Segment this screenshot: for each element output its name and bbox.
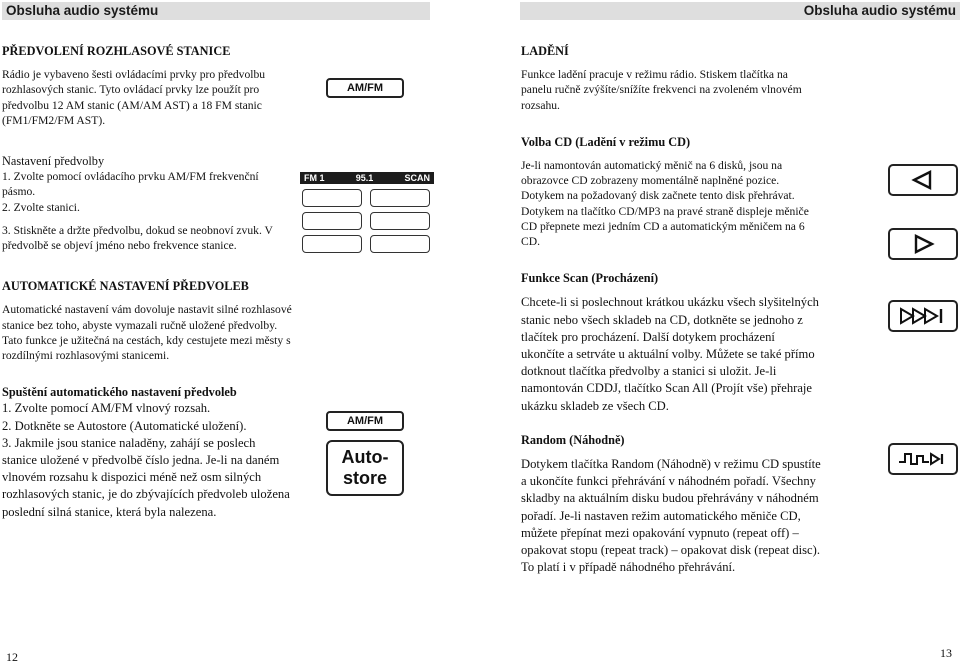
tune-up-button[interactable] bbox=[888, 228, 958, 260]
tune-left-icon bbox=[908, 169, 938, 191]
autostore-section-title: AUTOMATICKÉ NASTAVENÍ PŘEDVOLEB bbox=[2, 279, 249, 294]
amfm-button-2[interactable] bbox=[326, 411, 404, 431]
random-section-body: Dotykem tlačítka Random (Náhodně) v režimu CD spustíte a ukončíte funkci přehrávání v náhodném pořadí. Všechny skladby na aktuálním disku budou přehrávány v náhodném pořadí. Je-li nastaven režim automatického měniče CD, můžete přepínat mezi opakování vypnuto (repeat off) – opakovat stopu (repeat track) – opakovat disk (repeat disc). To platí i v případě náhodného přehrávání. bbox=[521, 457, 821, 575]
autostore-label-line1: Auto- bbox=[341, 447, 389, 467]
preset-step-2: 2. Zvolte stanici. bbox=[2, 200, 80, 214]
radio-status-strip bbox=[300, 172, 434, 184]
random-section-title: Random (Náhodně) bbox=[521, 432, 625, 447]
preset-button-2[interactable] bbox=[370, 189, 430, 207]
preset-section-title: PŘEDVOLENÍ ROZHLASOVÉ STANICE bbox=[2, 44, 231, 58]
autostore-section-body: Automatické nastavení vám dovoluje nastavit silné rozhlasové stanice bez toho, abyste vymazali ručně uložené předvolby. Tato funkce je užitečná na cestách, kdy cestujete mezi městy s rozdílnými rozhlasovými stanicemi. bbox=[2, 303, 292, 363]
scan-label: SCAN bbox=[404, 173, 430, 183]
preset-button-5[interactable] bbox=[302, 235, 362, 253]
autostore-label-line2: store bbox=[342, 468, 387, 488]
autostore-step-1: 1. Zvolte pomocí AM/FM vlnový rozsah. bbox=[2, 401, 211, 416]
tuning-section-title: LADĚNÍ bbox=[521, 44, 569, 58]
right-page-title: Obsluha audio systému bbox=[803, 3, 956, 18]
scan-section-title: Funkce Scan (Procházení) bbox=[521, 271, 659, 286]
preset-button-3[interactable] bbox=[302, 212, 362, 230]
scan-icon bbox=[895, 305, 951, 327]
preset-button-1[interactable] bbox=[302, 189, 362, 207]
random-icon bbox=[895, 448, 951, 470]
tune-down-button[interactable] bbox=[888, 164, 958, 196]
amfm-button[interactable] bbox=[326, 78, 404, 98]
band-label: FM 1 bbox=[304, 173, 325, 183]
scan-button[interactable] bbox=[888, 300, 958, 332]
cd-select-title: Volba CD (Ladění v režimu CD) bbox=[521, 134, 691, 149]
autostore-button[interactable] bbox=[326, 440, 404, 496]
preset-button-6[interactable] bbox=[370, 235, 430, 253]
left-column bbox=[2, 44, 292, 521]
tuning-section-body: Funkce ladění pracuje v režimu rádio. Stiskem tlačítka na panelu ručně zvýšíte/snížíte frekvenci na zvoleném vlnovém rozsahu. bbox=[521, 68, 802, 112]
preset-button-4[interactable] bbox=[370, 212, 430, 230]
cd-select-body: Je-li namontován automatický měnič na 6 disků, jsou na obrazovce CD zobrazeny momentálně naplněné pozice. Dotykem na požadovaný disk začnete tento disk přehrávat. Dotykem na tlačítko CD/MP3 na pravé straně displeje měniče CD přepnete mezi jedním CD a automatickým měničem na 6 CD. bbox=[521, 159, 809, 249]
preset-step-3: 3. Stiskněte a držte předvolbu, dokud se neobnoví zvuk. V předvolbě se objeví jméno nebo frekvence stanice. bbox=[2, 223, 273, 253]
preset-step-1: 1. Zvolte pomocí ovládacího prvku AM/FM frekvenční pásmo. bbox=[2, 170, 259, 199]
autostore-start-title: Spuštění automatického nastavení předvoleb bbox=[2, 385, 237, 400]
preset-setup-title: Nastavení předvolby bbox=[2, 154, 105, 169]
left-page-title: Obsluha audio systému bbox=[6, 3, 159, 18]
autostore-step-2: 2. Dotkněte se Autostore (Automatické uložení). bbox=[2, 418, 247, 433]
scan-section-body: Chcete-li si poslechnout krátkou ukázku všech slyšitelných stanic nebo všech skladeb na CD, dotkněte se jednoho z tlačítek pro procházení. Další dotykem procházení ukončíte a setrváte u aktuální volby. Můžete se také přímo dotknout tlačítka předvolby a stanici si uložit. Je-li namontován CDDJ, tlačítko Scan All (Projít vše) přehraje ukázku skladeb ze všech CD. bbox=[521, 295, 819, 413]
frequency-label: 95.1 bbox=[355, 173, 374, 183]
amfm-button-2-label: AM/FM bbox=[346, 415, 384, 427]
tune-right-icon bbox=[908, 233, 938, 255]
preset-section-body: Rádio je vybaveno šesti ovládacími prvky pro předvolbu rozhlasových stanic. Tyto ovládací prvky lze použít pro předvolbu 12 AM stanic (AM/AM AST) a 18 FM stanic (FM1/FM2/FM AST). bbox=[2, 68, 266, 127]
amfm-button-label: AM/FM bbox=[346, 82, 384, 94]
left-page-number: 12 bbox=[6, 650, 18, 664]
right-page-number: 13 bbox=[940, 646, 952, 660]
right-column bbox=[521, 44, 821, 576]
autostore-step-3: 3. Jakmile jsou stanice naladěny, zahájí se poslech stanice uložené v předvolbě číslo jedna. Je-li na daném vlnovém rozsahu k dispozici méně než osm silných rozhlasových stanic, je do zbývajících předvoleb uložena poslední silná stanice, která byla nalezena. bbox=[2, 435, 290, 519]
random-button[interactable] bbox=[888, 443, 958, 475]
